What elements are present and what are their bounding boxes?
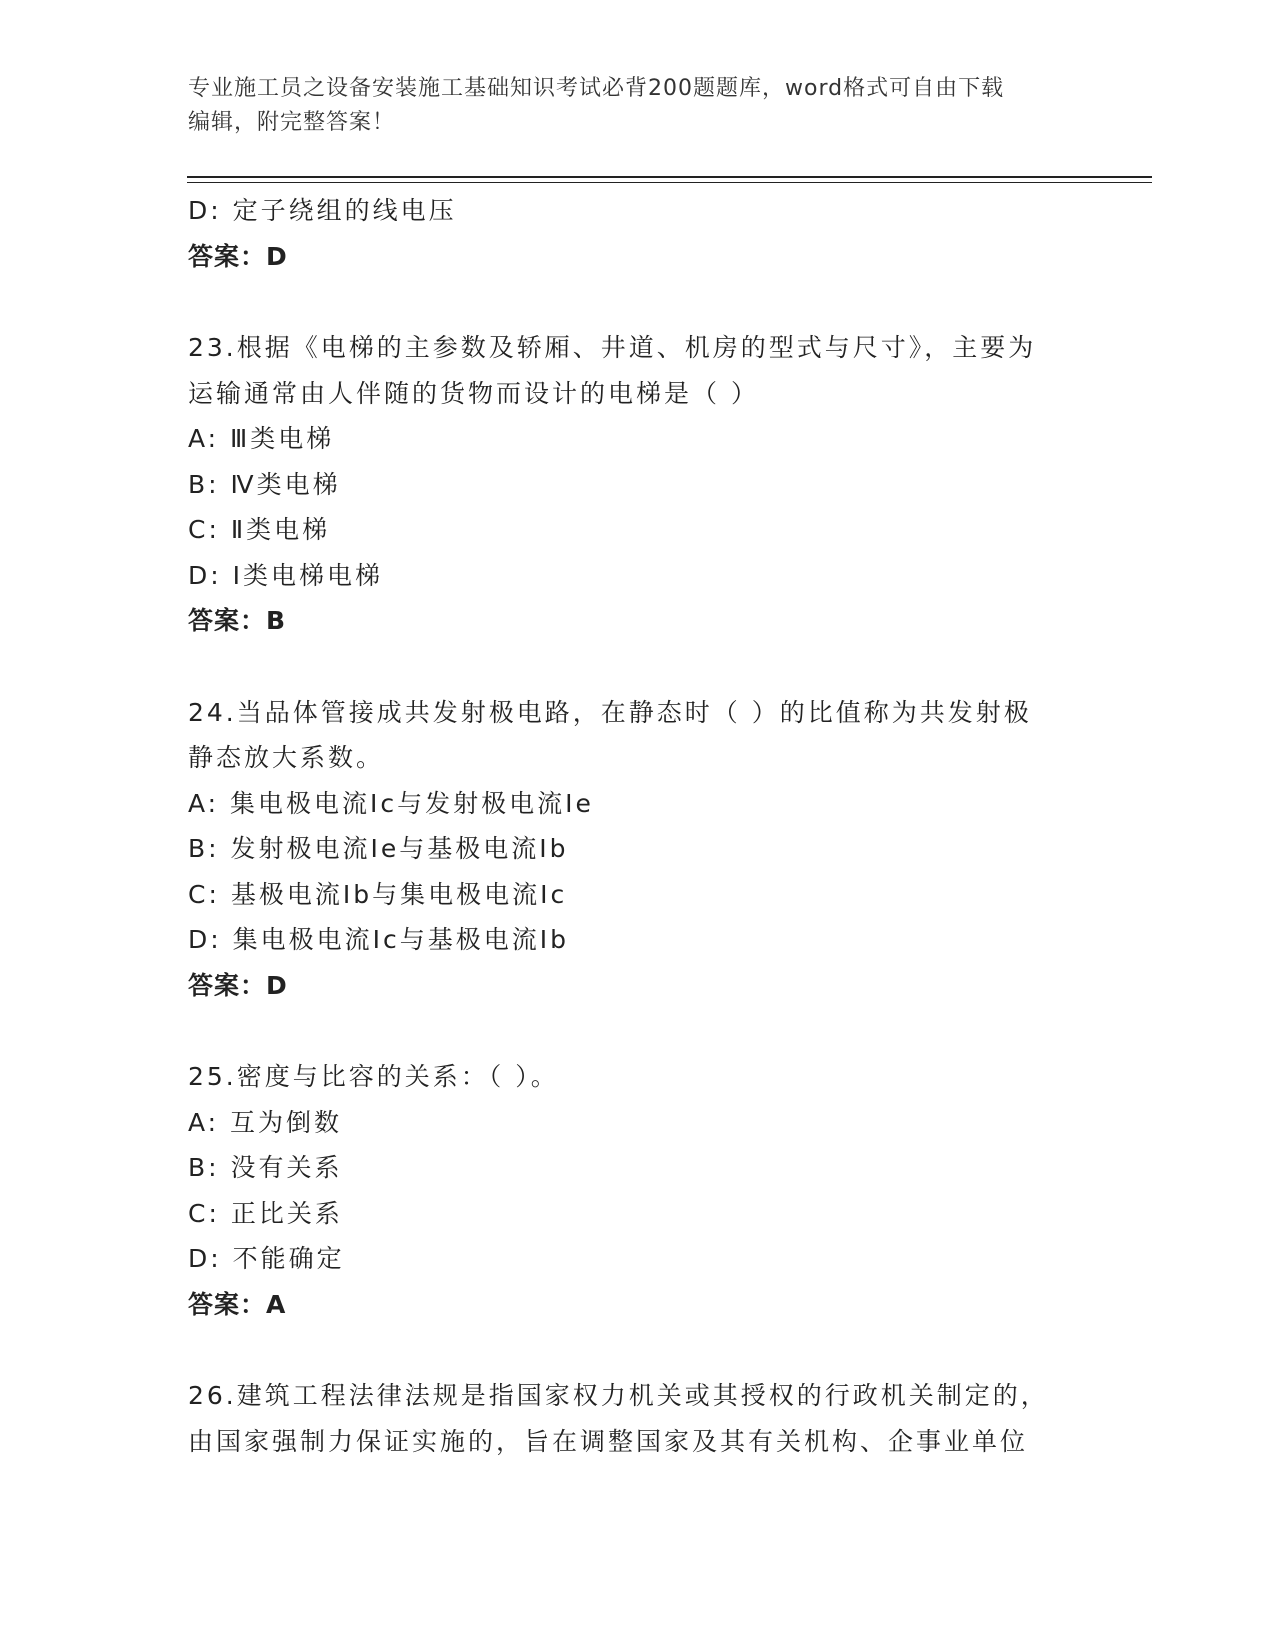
question-25	[188, 1054, 1088, 1327]
question-list	[188, 188, 1088, 1464]
question-24	[188, 690, 1088, 1009]
option-d: D: Ⅰ类电梯电梯	[188, 560, 383, 590]
question-stem: 25.密度与比容的关系：（ ）。	[188, 1062, 559, 1091]
option-b: B: 没有关系	[188, 1153, 343, 1182]
header-divider-thin	[187, 182, 1152, 183]
answer: 答案：B	[188, 606, 287, 635]
question-26	[188, 1373, 1088, 1464]
header-title-line1: 专业施工员之设备安装施工基础知识考试必背200题题库，word格式可自由下载	[188, 76, 1005, 101]
question-stem: 26.建筑工程法律法规是指国家权力机关或其授权的行政机关制定的，	[188, 1381, 1049, 1410]
answer: 答案：D	[188, 970, 288, 1000]
option-a: A: 集电极电流Ic与发射极电流Ie	[188, 788, 594, 818]
question-22	[188, 188, 1088, 279]
question-stem-continued: 静态放大系数。	[188, 743, 385, 772]
header-divider-thick	[187, 176, 1152, 178]
option-c: C: Ⅱ类电梯	[188, 515, 331, 544]
question-stem-continued: 由国家强制力保证实施的，旨在调整国家及其有关机构、企事业单位	[188, 1426, 1029, 1456]
document-header	[188, 72, 1068, 140]
option-c: C: 基极电流Ib与集电极电流Ic	[188, 879, 568, 909]
question-stem-continued: 运输通常由人伴随的货物而设计的电梯是（ ）	[188, 378, 759, 408]
option-b: B: Ⅳ类电梯	[188, 469, 341, 499]
option-a: A: Ⅲ类电梯	[188, 424, 335, 453]
option-d: D: 不能确定	[188, 1244, 345, 1273]
option-b: B: 发射极电流Ie与基极电流Ib	[188, 834, 569, 863]
option-a: A: 互为倒数	[188, 1107, 343, 1137]
question-stem: 23.根据《电梯的主参数及轿厢、井道、机房的型式与尺寸》，主要为	[188, 333, 1037, 362]
answer: 答案：D	[188, 241, 288, 271]
question-stem: 24.当品体管接成共发射极电路，在静态时（ ）的比值称为共发射极	[188, 697, 1032, 727]
option-d: D: 集电极电流Ic与基极电流Ib	[188, 925, 569, 954]
answer: 答案：A	[188, 1289, 287, 1319]
question-23	[188, 325, 1088, 644]
option-d: D: 定子绕组的线电压	[188, 196, 457, 225]
option-c: C: 正比关系	[188, 1198, 343, 1228]
header-title-line2: 编辑，附完整答案！	[188, 110, 396, 135]
